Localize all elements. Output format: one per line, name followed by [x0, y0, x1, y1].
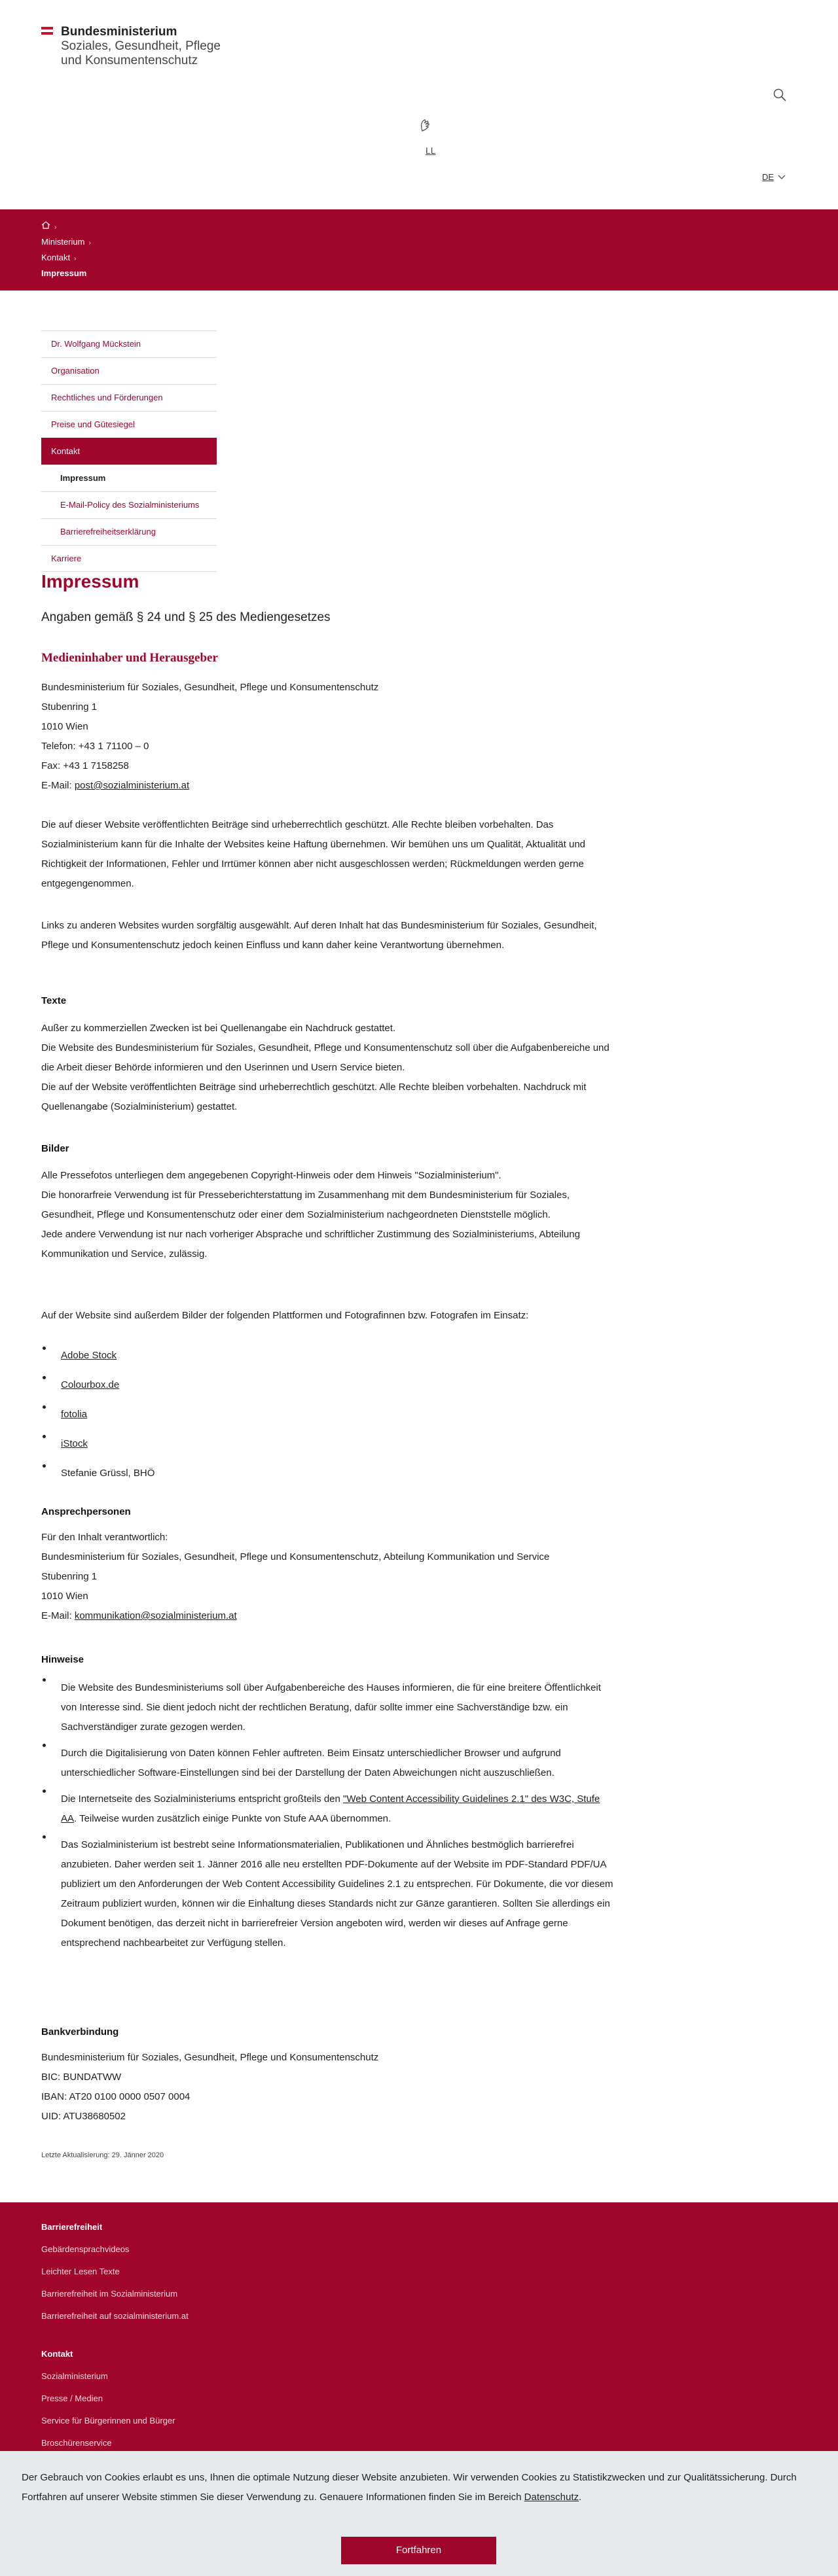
sidenav-item-minister[interactable]: Dr. Wolfgang Mückstein: [41, 330, 217, 357]
footer-link[interactable]: Service für Bürgerinnen und Bürger: [41, 2416, 175, 2426]
contact-line: 1010 Wien: [41, 1591, 88, 1602]
platform-list: [41, 1347, 617, 1494]
cookie-accept-button[interactable]: Fortfahren: [341, 2537, 496, 2564]
platform-link[interactable]: Adobe Stock: [61, 1350, 117, 1361]
platform-link[interactable]: Colourbox.de: [61, 1379, 120, 1390]
home-icon: [41, 221, 50, 231]
page-title: Impressum: [41, 571, 139, 591]
hinweis-text: Das Sozialministerium ist bestrebt seine Informationsmaterialien, Publikationen und Ähnliches bestmöglich barrierefrei anzubieten. Daher werden seit 1. Jänner 2016 alle neu erstellten PDF-Dokumente auf der Website im PDF-Standard PDF/UA publiziert um den Anforderungen der Web Content Accessibility Guidelines 2.1 zu entsprechen. Für Dokumente, die vor diesem Zeitraum publiziert wurden, können wir die Einhaltung dieses Standards nicht zur Gänze garantieren. Sollten Sie allerdings ein Dokument benötigen, das derzeit nicht in barrierefreier Version angeboten wird, werden wir dieses auf Anfrage gerne entsprechend nachbearbeitet zur Verfügung stellen.: [61, 1839, 613, 1949]
platforms-intro: Auf der Website sind außerdem Bilder der folgenden Plattformen und Fotografinnen bzw. Fotografen im Einsatz:: [41, 1310, 529, 1321]
chevron-right-icon: ›: [74, 255, 77, 262]
contact-line: Stubenring 1: [41, 1571, 98, 1582]
address-line: Bundesministerium für Soziales, Gesundheit, Pflege und Konsumentenschutz: [41, 682, 379, 693]
breadcrumb-item[interactable]: Kontakt ›: [41, 253, 77, 262]
footer-link[interactable]: Leichter Lesen Texte: [41, 2267, 120, 2276]
footer-link[interactable]: Sozialministerium: [41, 2371, 108, 2381]
platform-text: Stefanie Grüssl, BHÖ: [61, 1468, 155, 1479]
sign-language-icon[interactable]: [419, 118, 432, 135]
breadcrumb-home[interactable]: [41, 221, 56, 231]
list-item: [41, 1405, 617, 1435]
contact-line: Bundesministerium für Soziales, Gesundheit, Pflege und Konsumentenschutz, Abteilung Kommunikation und Service: [41, 1551, 550, 1562]
list-item: [41, 1744, 617, 1783]
sidenav-item-impressum[interactable]: Impressum: [41, 465, 217, 491]
texte-heading: Texte: [41, 995, 67, 1006]
page-subtitle: Angaben gemäß § 24 und § 25 des Mediengesetzes: [41, 610, 331, 624]
bank-line: IBAN: AT20 0100 0000 0507 0004: [41, 2091, 191, 2102]
links-paragraph: Links zu anderen Websites wurden sorgfältig ausgewählt. Auf deren Inhalt hat das Bundesministerium für Soziales, Gesundheit, Pflege und Konsumentenschutz jedoch keinen Einfluss und kann daher keine Verantwortung übernehmen.: [41, 920, 597, 951]
hinweise-list: [41, 1678, 617, 1953]
bank-line: UID: ATU38680502: [41, 2111, 126, 2122]
list-item: [41, 1464, 617, 1494]
sidenav-item-career[interactable]: Karriere: [41, 545, 217, 572]
last-update: Letzte Aktualisierung: 29. Jänner 2020: [41, 2151, 164, 2159]
bilder-line: Alle Pressefotos unterliegen dem angegebenen Copyright-Hinweis oder dem Hinweis "Sozialministerium".: [41, 1170, 501, 1181]
logo-line-2a: Soziales, Gesundheit, Pflege: [61, 39, 221, 53]
bank-line: BIC: BUNDATWW: [41, 2072, 122, 2083]
site-footer: [0, 2202, 838, 2451]
breadcrumb: [0, 209, 838, 291]
contact-block: [41, 1528, 617, 1626]
austria-flag-icon: [41, 27, 53, 35]
bilder-line: Jede andere Verwendung ist nur nach vorheriger Absprache und schriftlicher Zustimmung des Sozialministeriums, Abteilung Kommunikation und Service, zulässig.: [41, 1229, 580, 1260]
breadcrumb-item[interactable]: Ministerium ›: [41, 237, 91, 247]
texte-paragraph: [41, 1019, 617, 1117]
address-line: 1010 Wien: [41, 721, 88, 732]
bank-heading: Bankverbindung: [41, 2026, 119, 2038]
texte-line: Die auf der Website veröffentlichten Beiträge sind urheberrechtlich geschützt. Alle Rechte bleiben vorbehalten. Nachdruck mit Quellenangabe (Sozialministerium) gestattet.: [41, 1082, 587, 1112]
bilder-paragraph: [41, 1166, 617, 1264]
logo-line-2: [61, 39, 221, 68]
logo-line-1: Bundesministerium: [61, 25, 177, 39]
hinweis-text: . Teilweise wurden zusätzlich einige Punkte von Stufe AAA übernommen.: [74, 1813, 392, 1824]
language-select[interactable]: [762, 172, 786, 182]
bank-line: Bundesministerium für Soziales, Gesundheit, Pflege und Konsumentenschutz: [41, 2052, 379, 2063]
platform-link[interactable]: fotolia: [61, 1409, 88, 1420]
sidenav-item-email-policy[interactable]: E-Mail-Policy des Sozialministeriums: [41, 491, 217, 518]
copyright-paragraph: Die auf dieser Website veröffentlichten Beiträge sind urheberrechtlich geschützt. Alle Rechte bleiben vorbehalten. Das Sozialministerium kann für die Inhalte der Websites keine Haftung übernehmen. Wir bemühen uns um Qualität, Aktualität und Richtigkeit der Informationen, Fehler und Irrtümer können aber nicht ausgeschlossen werden; Rückmeldungen werden gerne entgegengenommen.: [41, 819, 585, 889]
hinweis-text: Die Internetseite des Sozialministeriums entspricht großteils den: [61, 1793, 344, 1805]
list-item: [41, 1835, 617, 1953]
breadcrumb-current: Impressum: [41, 268, 87, 278]
sidenav-item-contact[interactable]: Kontakt: [41, 438, 217, 465]
side-navigation: [41, 330, 217, 572]
cookie-text: Der Gebrauch von Cookies erlaubt es uns, Ihnen die optimale Nutzung dieser Website anzubieten. Wir verwenden Cookies zu Statistikzwecken und zur Qualitätssicherung. Durch Fortfahren auf unserer Website stimmen Sie dieser Verwendung zu. Genauere Informationen finden Sie im Bereich Datenschutz.: [22, 2472, 797, 2503]
chevron-right-icon: ›: [88, 239, 91, 247]
footer-link[interactable]: Broschürenservice: [41, 2438, 112, 2448]
language-selected: DE: [762, 172, 774, 182]
bilder-line: Die honorarfreie Verwendung ist für Presseberichterstattung im Zusammenhang mit dem Bundesministerium für Soziales, Gesundheit, Pflege und Konsumentenschutz oder einer dem Sozialministerium nachgeordneten Dienststelle möglich.: [41, 1190, 570, 1220]
bank-block: [41, 2048, 617, 2126]
contact-line: Für den Inhalt verantwortlich:: [41, 1532, 168, 1543]
sidenav-item-organisation[interactable]: Organisation: [41, 357, 217, 384]
owner-address: [41, 678, 617, 796]
list-item: [41, 1790, 617, 1829]
bilder-heading: Bilder: [41, 1143, 69, 1154]
search-icon[interactable]: [773, 88, 790, 105]
owner-heading: Medieninhaber und Herausgeber: [41, 651, 218, 665]
contact-email-link[interactable]: kommunikation@sozialministerium.at: [74, 1610, 237, 1621]
list-item: [41, 1347, 617, 1376]
cookie-banner: [0, 2451, 838, 2576]
platform-link[interactable]: iStock: [61, 1438, 88, 1449]
easy-read-link[interactable]: LL: [426, 145, 436, 156]
sidenav-item-accessibility-statement[interactable]: Barrierefreiheitserklärung: [41, 518, 217, 545]
hinweis-text: Die Website des Bundesministeriums soll über Aufgabenbereiche des Hauses informieren, die für eine breitere Öffentlichkeit von Interesse sind. Sie dient jedoch nicht der rechtlichen Beratung, dafür sollte immer eine Sachverständige bzw. ein Sachverständiger zurate gezogen werden.: [61, 1682, 601, 1733]
chevron-down-icon: [778, 172, 786, 182]
footer-link[interactable]: Barrierefreiheit im Sozialministerium: [41, 2289, 178, 2299]
site-header: [0, 0, 838, 209]
texte-line: Die Website des Bundesministerium für Soziales, Gesundheit, Pflege und Konsumentenschutz soll über die Aufgabenbereiche und die Arbeit dieser Behörde informieren und den Userinnen und Usern Service bieten.: [41, 1042, 610, 1073]
sidenav-item-awards[interactable]: Preise und Gütesiegel: [41, 411, 217, 438]
hinweis-text: Durch die Digitalisierung von Daten können Fehler auftreten. Beim Einsatz unterschiedlicher Browser und aufgrund unterschiedlicher Software-Einstellungen sind bei der Darstellung der Daten Abweichungen nicht auszuschließen.: [61, 1748, 561, 1778]
wcag-link[interactable]: "Web Content Accessibility Guidelines 2.1" des W3C, Stufe AA: [61, 1793, 600, 1824]
list-item: [41, 1376, 617, 1405]
sidenav-item-legal[interactable]: Rechtliches und Förderungen: [41, 384, 217, 411]
list-item: [41, 1435, 617, 1464]
address-line: Stubenring 1: [41, 701, 98, 713]
texte-line: Außer zu kommerziellen Zwecken ist bei Quellenangabe ein Nachdruck gestattet.: [41, 1023, 396, 1034]
contact-heading: Ansprechpersonen: [41, 1506, 131, 1517]
list-item: [41, 1678, 617, 1737]
contact-email-line: E-Mail: kommunikation@sozialministerium.at: [41, 1610, 237, 1621]
phone-line: Telefon: +43 1 71100 – 0: [41, 741, 149, 752]
footer-heading-accessibility: Barrierefreiheit: [41, 2222, 103, 2232]
hinweise-heading: Hinweise: [41, 1654, 84, 1665]
footer-link[interactable]: Presse / Medien: [41, 2393, 103, 2403]
footer-link[interactable]: Gebärdensprachvideos: [41, 2244, 130, 2254]
privacy-link[interactable]: Datenschutz: [524, 2492, 579, 2503]
email-line: E-Mail: post@sozialministerium.at: [41, 780, 190, 791]
logo-line-2b: und Konsumentenschutz: [61, 54, 198, 67]
footer-link[interactable]: Barrierefreiheit auf sozialministerium.at: [41, 2311, 189, 2321]
owner-email-link[interactable]: post@sozialministerium.at: [74, 780, 190, 791]
footer-heading-contact: Kontakt: [41, 2349, 73, 2359]
fax-line: Fax: +43 1 7158258: [41, 760, 129, 771]
chevron-right-icon: ›: [54, 224, 57, 231]
